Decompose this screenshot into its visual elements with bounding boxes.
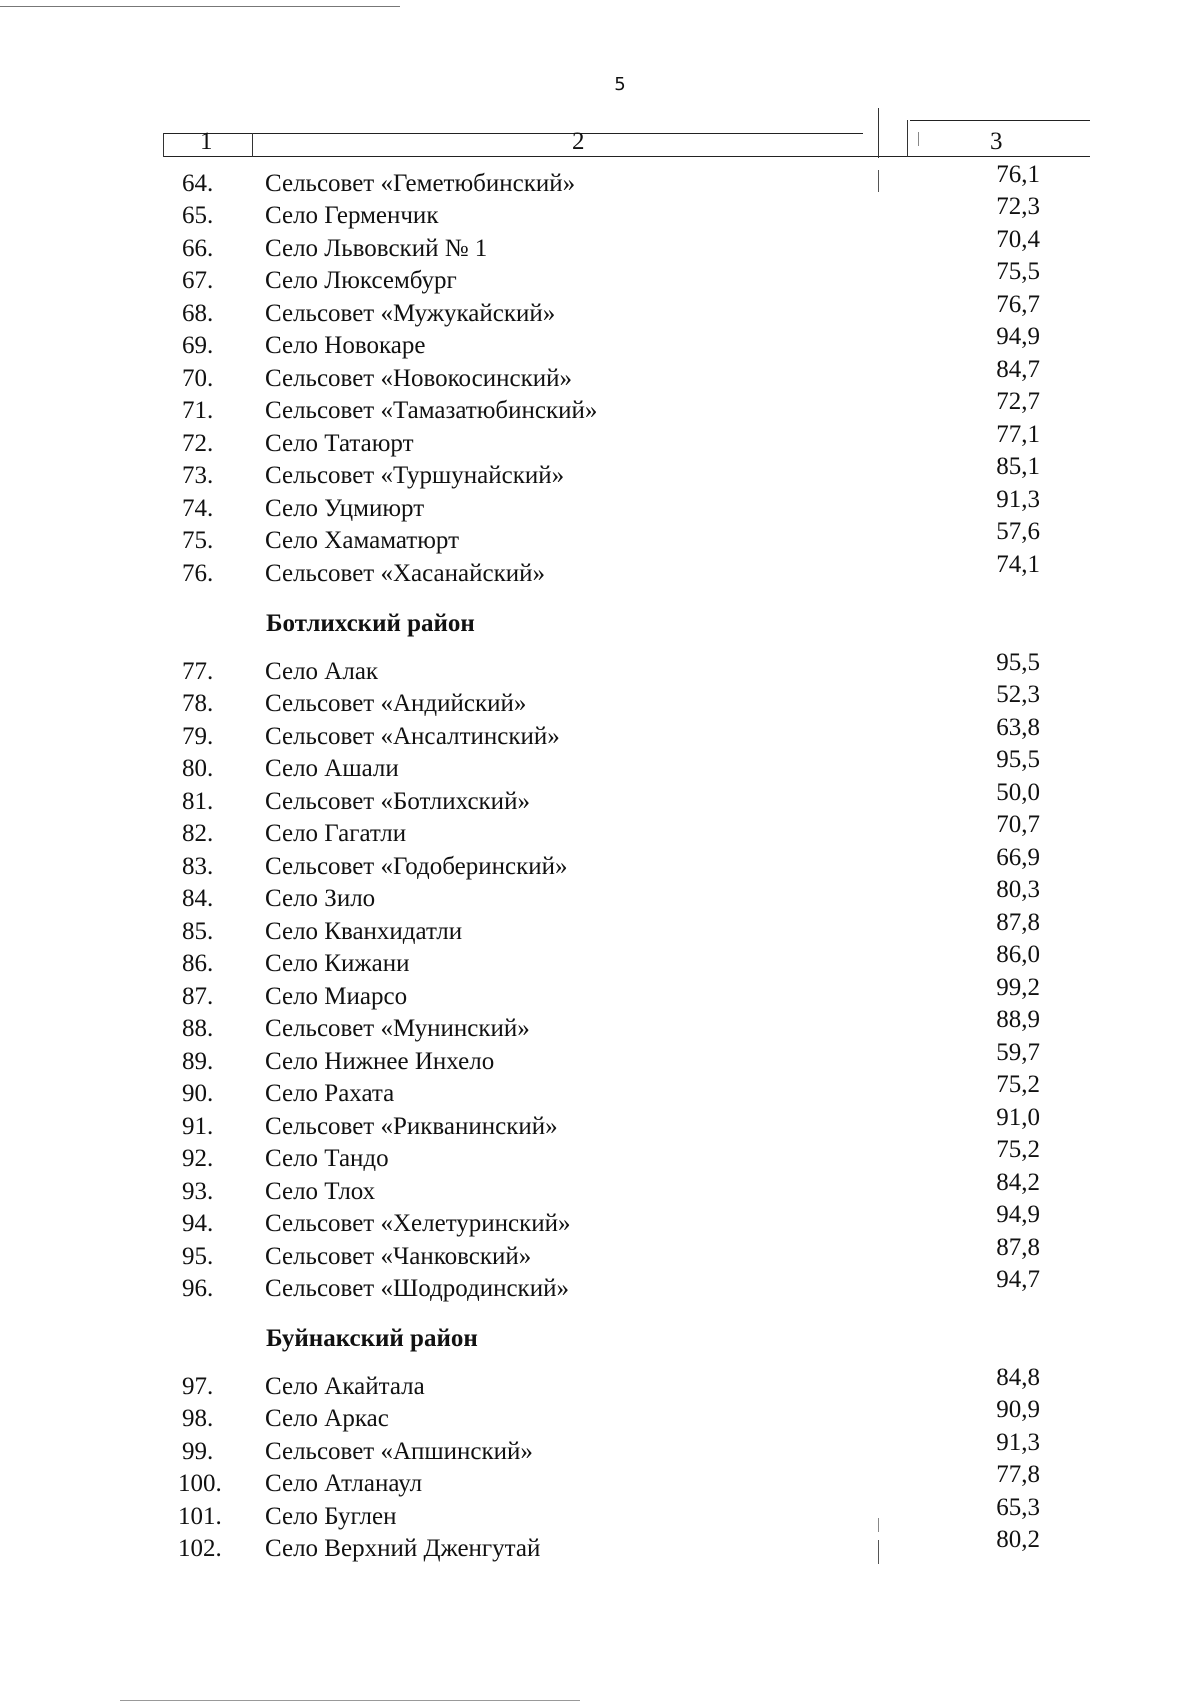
row-number: 86. bbox=[182, 950, 214, 977]
row-name: Сельсовет «Шодродинский» bbox=[265, 1275, 569, 1302]
row-name: Село Ашали bbox=[265, 755, 399, 782]
section-title: Ботлихский район bbox=[266, 610, 475, 637]
row-value: 91,3 bbox=[996, 1429, 1040, 1456]
row-value: 94,9 bbox=[996, 323, 1040, 350]
row-value: 99,2 bbox=[996, 974, 1040, 1001]
row-number: 64. bbox=[182, 170, 214, 197]
header-col-1: 1 bbox=[200, 128, 213, 155]
row-number: 90. bbox=[182, 1080, 214, 1107]
row-name: Сельсовет «Чанковский» bbox=[265, 1243, 532, 1270]
header-divider bbox=[878, 108, 879, 158]
row-name: Село Атланаул bbox=[265, 1470, 423, 1497]
row-number: 67. bbox=[182, 267, 214, 294]
row-value: 85,1 bbox=[996, 453, 1040, 480]
row-value: 80,2 bbox=[996, 1526, 1040, 1553]
row-number: 102. bbox=[178, 1535, 222, 1562]
header-divider bbox=[252, 133, 253, 157]
row-name: Сельсовет «Ботлихский» bbox=[265, 788, 530, 815]
row-value: 90,9 bbox=[996, 1396, 1040, 1423]
scan-artifact-mark bbox=[878, 170, 879, 192]
row-number: 85. bbox=[182, 918, 214, 945]
row-name: Село Буглен bbox=[265, 1503, 397, 1530]
row-number: 65. bbox=[182, 202, 214, 229]
row-number: 83. bbox=[182, 853, 214, 880]
row-number: 89. bbox=[182, 1048, 214, 1075]
header-divider bbox=[918, 132, 919, 146]
row-number: 80. bbox=[182, 755, 214, 782]
row-number: 68. bbox=[182, 300, 214, 327]
row-name: Село Гагатли bbox=[265, 820, 407, 847]
row-name: Село Кванхидатли bbox=[265, 918, 463, 945]
row-number: 93. bbox=[182, 1178, 214, 1205]
row-name: Сельсовет «Годоберинский» bbox=[265, 853, 568, 880]
row-number: 87. bbox=[182, 983, 214, 1010]
row-number: 76. bbox=[182, 560, 214, 587]
row-value: 87,8 bbox=[996, 909, 1040, 936]
row-name: Село Аркас bbox=[265, 1405, 389, 1432]
row-number: 94. bbox=[182, 1210, 214, 1237]
row-value: 63,8 bbox=[996, 714, 1040, 741]
row-number: 91. bbox=[182, 1113, 214, 1140]
row-name: Село Тандо bbox=[265, 1145, 389, 1172]
row-number: 71. bbox=[182, 397, 214, 424]
row-name: Сельсовет «Туршунайский» bbox=[265, 462, 565, 489]
row-value: 57,6 bbox=[996, 518, 1040, 545]
row-name: Село Уцмиюрт bbox=[265, 495, 425, 522]
header-rule bbox=[910, 120, 1090, 121]
row-value: 84,2 bbox=[996, 1169, 1040, 1196]
row-number: 75. bbox=[182, 527, 214, 554]
row-number: 66. bbox=[182, 235, 214, 262]
row-name: Сельсовет «Ансалтинский» bbox=[265, 723, 560, 750]
row-value: 65,3 bbox=[996, 1494, 1040, 1521]
row-value: 59,7 bbox=[996, 1039, 1040, 1066]
row-value: 84,8 bbox=[996, 1364, 1040, 1391]
page-number: 5 bbox=[614, 74, 626, 95]
row-name: Село Татаюрт bbox=[265, 430, 414, 457]
scan-artifact-line bbox=[0, 6, 400, 7]
section-title: Буйнакский район bbox=[266, 1325, 478, 1352]
scan-artifact-mark bbox=[878, 1540, 879, 1564]
row-value: 76,1 bbox=[996, 161, 1040, 188]
row-value: 87,8 bbox=[996, 1234, 1040, 1261]
row-number: 78. bbox=[182, 690, 214, 717]
row-name: Село Рахата bbox=[265, 1080, 395, 1107]
row-name: Сельсовет «Рикванинский» bbox=[265, 1113, 558, 1140]
row-name: Село Миарсо bbox=[265, 983, 408, 1010]
row-name: Сельсовет «Новокосинский» bbox=[265, 365, 573, 392]
row-number: 97. bbox=[182, 1373, 214, 1400]
row-name: Село Верхний Дженгутай bbox=[265, 1535, 541, 1562]
row-number: 88. bbox=[182, 1015, 214, 1042]
row-name: Сельсовет «Апшинский» bbox=[265, 1438, 533, 1465]
row-name: Село Хамаматюрт bbox=[265, 527, 459, 554]
header-col-2: 2 bbox=[572, 128, 585, 155]
row-number: 101. bbox=[178, 1503, 222, 1530]
row-name: Сельсовет «Мунинский» bbox=[265, 1015, 530, 1042]
row-value: 76,7 bbox=[996, 291, 1040, 318]
row-number: 72. bbox=[182, 430, 214, 457]
row-value: 72,3 bbox=[996, 193, 1040, 220]
row-value: 80,3 bbox=[996, 876, 1040, 903]
row-number: 82. bbox=[182, 820, 214, 847]
row-name: Село Тлох bbox=[265, 1178, 376, 1205]
header-rule bbox=[163, 133, 863, 134]
header-col-3: 3 bbox=[990, 128, 1003, 155]
row-value: 50,0 bbox=[996, 779, 1040, 806]
row-value: 75,5 bbox=[996, 258, 1040, 285]
row-number: 99. bbox=[182, 1438, 214, 1465]
row-number: 73. bbox=[182, 462, 214, 489]
row-value: 91,3 bbox=[996, 486, 1040, 513]
row-value: 84,7 bbox=[996, 356, 1040, 383]
row-name: Село Новокаре bbox=[265, 332, 426, 359]
row-value: 95,5 bbox=[996, 649, 1040, 676]
header-divider bbox=[907, 120, 908, 157]
row-number: 95. bbox=[182, 1243, 214, 1270]
row-name: Село Герменчик bbox=[265, 202, 439, 229]
row-value: 94,7 bbox=[996, 1266, 1040, 1293]
row-name: Село Алак bbox=[265, 658, 379, 685]
row-value: 70,4 bbox=[996, 226, 1040, 253]
row-number: 84. bbox=[182, 885, 214, 912]
row-value: 91,0 bbox=[996, 1104, 1040, 1131]
row-value: 94,9 bbox=[996, 1201, 1040, 1228]
row-name: Село Кижани bbox=[265, 950, 410, 977]
row-number: 79. bbox=[182, 723, 214, 750]
row-name: Село Люксембург bbox=[265, 267, 457, 294]
row-name: Село Львовский № 1 bbox=[265, 235, 488, 262]
row-value: 77,1 bbox=[996, 421, 1040, 448]
row-name: Село Нижнее Инхело bbox=[265, 1048, 495, 1075]
row-value: 75,2 bbox=[996, 1071, 1040, 1098]
row-name: Сельсовет «Хелетуринский» bbox=[265, 1210, 571, 1237]
row-name: Сельсовет «Геметюбинский» bbox=[265, 170, 576, 197]
row-value: 95,5 bbox=[996, 746, 1040, 773]
row-number: 69. bbox=[182, 332, 214, 359]
row-value: 70,7 bbox=[996, 811, 1040, 838]
row-value: 86,0 bbox=[996, 941, 1040, 968]
row-number: 74. bbox=[182, 495, 214, 522]
scan-artifact-mark bbox=[878, 1518, 879, 1532]
row-value: 72,7 bbox=[996, 388, 1040, 415]
row-number: 100. bbox=[178, 1470, 222, 1497]
row-value: 77,8 bbox=[996, 1461, 1040, 1488]
table-row bbox=[0, 551, 1200, 592]
row-name: Сельсовет «Андийский» bbox=[265, 690, 527, 717]
table-row bbox=[0, 1266, 1200, 1307]
table-row bbox=[0, 1526, 1200, 1567]
scan-artifact-line bbox=[120, 1700, 580, 1701]
header-divider bbox=[163, 133, 164, 157]
row-number: 98. bbox=[182, 1405, 214, 1432]
row-value: 88,9 bbox=[996, 1006, 1040, 1033]
row-value: 66,9 bbox=[996, 844, 1040, 871]
row-name: Село Акайтала bbox=[265, 1373, 425, 1400]
row-value: 74,1 bbox=[996, 551, 1040, 578]
row-value: 75,2 bbox=[996, 1136, 1040, 1163]
header-rule bbox=[163, 156, 1090, 157]
row-name: Сельсовет «Тамазатюбинский» bbox=[265, 397, 598, 424]
row-name: Село Зило bbox=[265, 885, 376, 912]
row-number: 96. bbox=[182, 1275, 214, 1302]
row-value: 52,3 bbox=[996, 681, 1040, 708]
row-name: Сельсовет «Хасанайский» bbox=[265, 560, 545, 587]
row-number: 81. bbox=[182, 788, 214, 815]
row-number: 77. bbox=[182, 658, 214, 685]
row-name: Сельсовет «Мужукайский» bbox=[265, 300, 556, 327]
row-number: 70. bbox=[182, 365, 214, 392]
row-number: 92. bbox=[182, 1145, 214, 1172]
